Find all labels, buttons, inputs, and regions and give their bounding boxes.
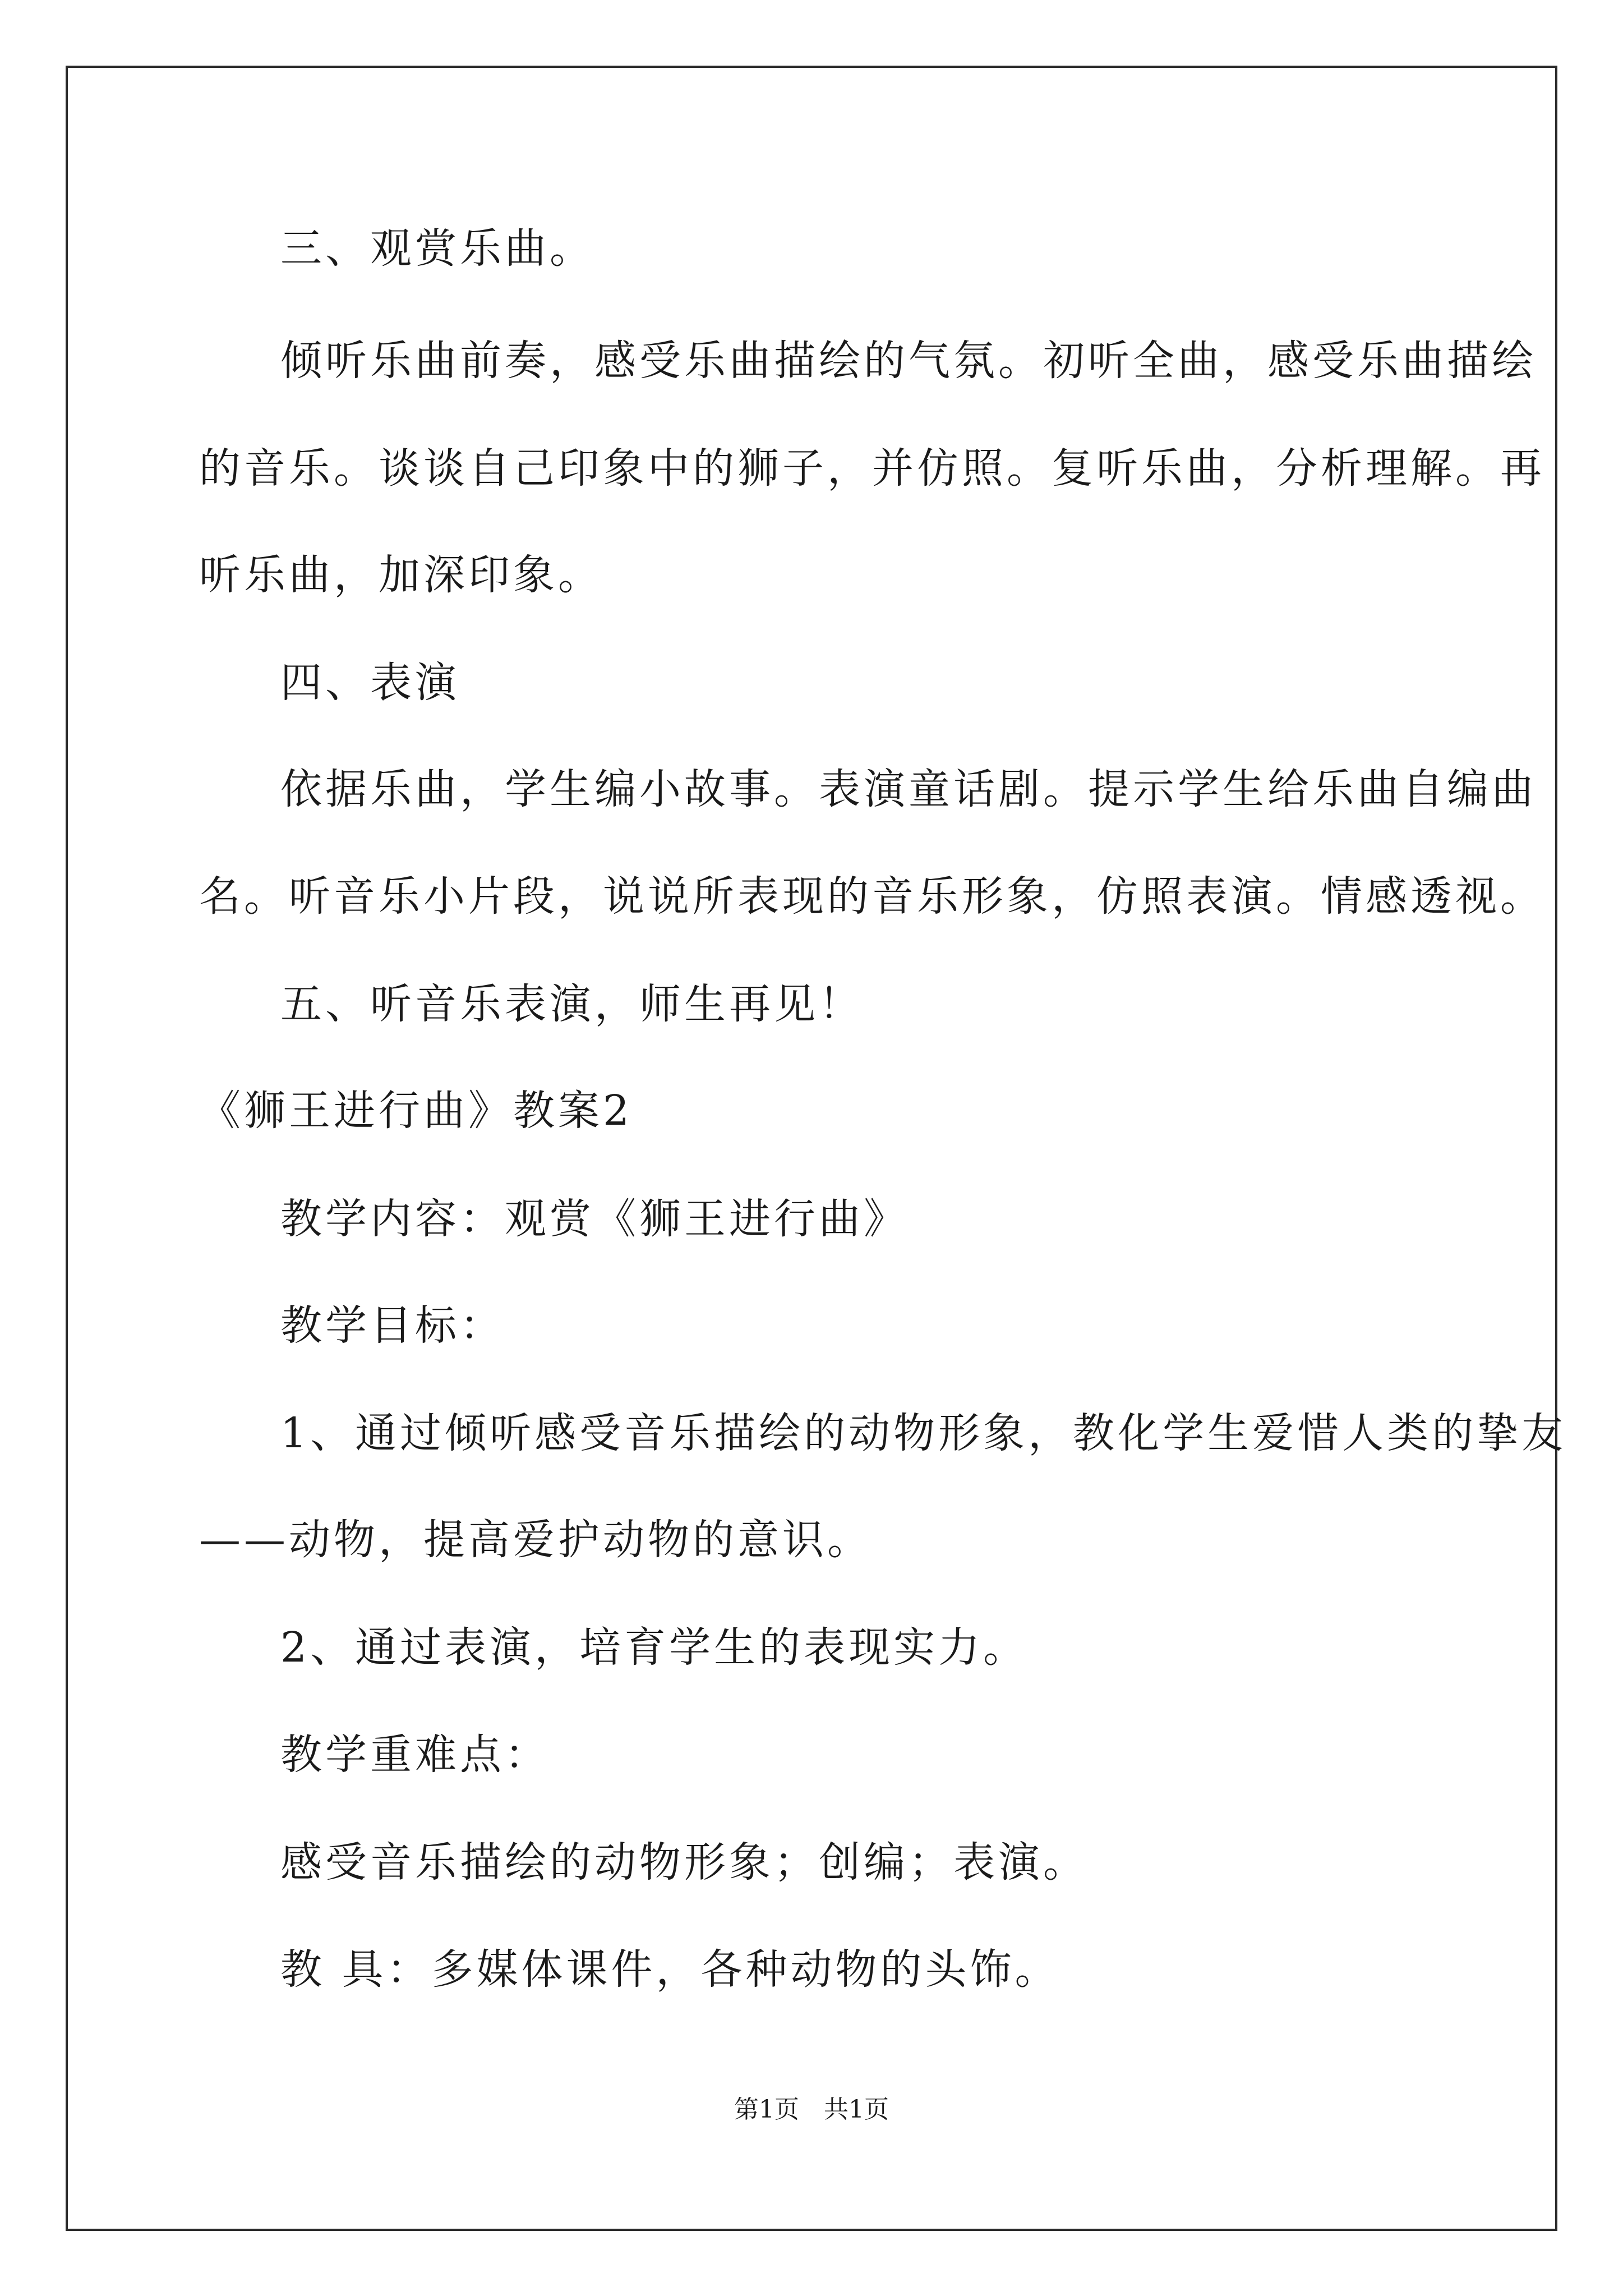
paragraph-line: 的音乐。谈谈自己印象中的狮子，并仿照。复听乐曲，分析理解。再 [199,444,1545,493]
goal-item-1-continued: ——动物，提高爱护动物的意识。 [199,1516,872,1564]
page-total: 共1页 [824,2095,889,2124]
page-border [66,66,1557,2231]
paragraph-line: 倾听乐曲前奏，感受乐曲描绘的气氛。初听全曲，感受乐曲描绘 [280,337,1537,385]
teaching-content: 教学内容：观赏《狮王进行曲》 [280,1195,909,1243]
teaching-goals-heading: 教学目标： [280,1301,505,1350]
section-heading-4: 四、表演 [280,659,460,707]
teaching-aids: 教 具：多媒体课件，各种动物的头饰。 [280,1945,1060,1994]
page-footer [0,2095,1623,2125]
paragraph-line: 听乐曲，加深印象。 [199,551,603,599]
page-number: 第1页 [734,2095,799,2124]
paragraph-line: 名。听音乐小片段，说说所表现的音乐形象，仿照表演。情感透视。 [199,872,1545,921]
lesson-plan-title: 《狮王进行曲》教案2 [199,1087,633,1135]
goal-item-2: 2、通过表演，培育学生的表现实力。 [280,1623,1029,1672]
key-points-text: 感受音乐描绘的动物形象；创编；表演。 [280,1838,1088,1887]
section-heading-5: 五、听音乐表演，师生再见！ [280,980,864,1028]
paragraph-line: 依据乐曲，学生编小故事。表演童话剧。提示学生给乐曲自编曲 [280,765,1537,813]
section-heading-3: 三、观赏乐曲。 [280,224,594,273]
goal-item-1: 1、通过倾听感受音乐描绘的动物形象，教化学生爱惜人类的挚友 [280,1409,1567,1457]
key-points-heading: 教学重难点： [280,1731,550,1779]
